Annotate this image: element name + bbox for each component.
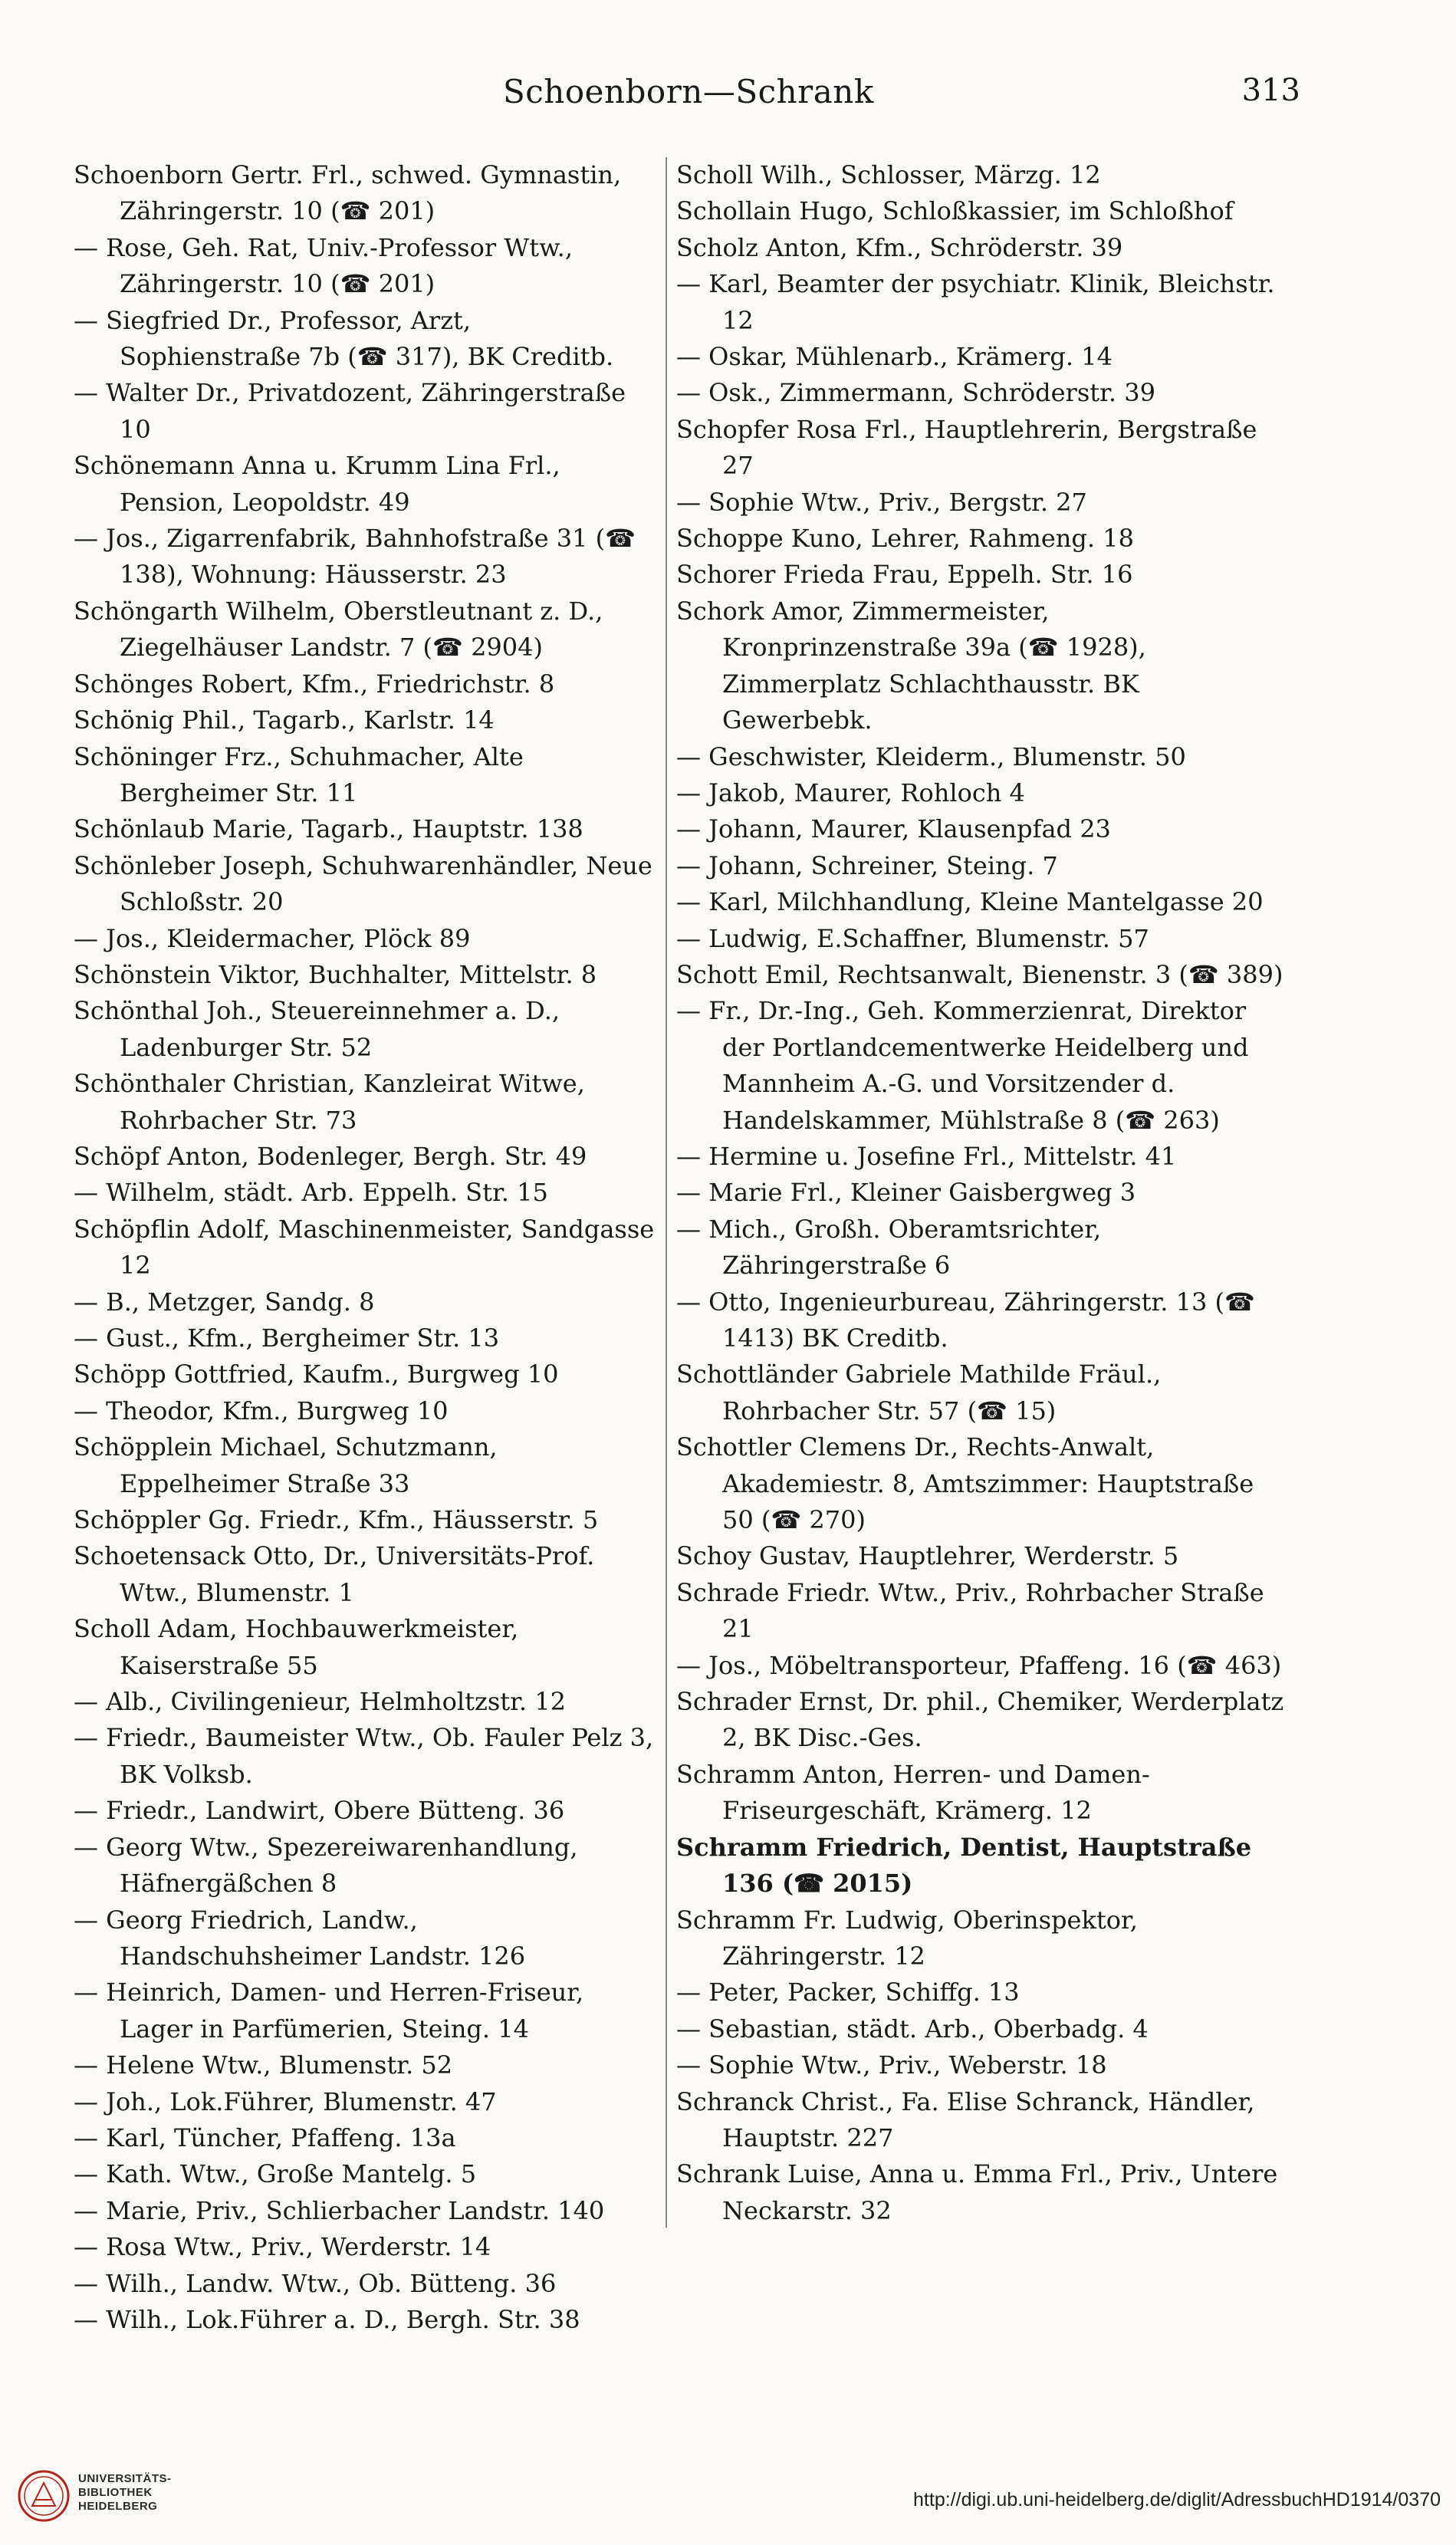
library-name-line: UNIVERSITÄTS-	[78, 2472, 172, 2485]
directory-entry: — Heinrich, Damen- und Herren-Friseur, Lager in Parfümerien, Steing. 14	[74, 1978, 584, 2044]
directory-entry: Schramm Fr. Ludwig, Oberinspektor, Zähringerstr. 12	[676, 1905, 1138, 1971]
directory-entry: — Ludwig, E.Schaffner, Blumenstr. 57	[676, 923, 1149, 953]
directory-entry: Schönleber Joseph, Schuhwarenhändler, Neue Schloßstr. 20	[74, 850, 652, 917]
directory-entry: — Walter Dr., Privatdozent, Zähringerstraße 10	[74, 378, 626, 444]
directory-entry: Scholl Adam, Hochbauwerkmeister, Kaiserstraße 55	[74, 1614, 519, 1680]
directory-entry: — Jos., Möbeltransporteur, Pfaffeng. 16 (☎ 463)	[676, 1650, 1282, 1680]
directory-entry: Schork Amor, Zimmermeister, Kronprinzenstraße 39a (☎ 1928), Zimmerplatz Schlachthausstr. BK Gewerbebk.	[676, 596, 1146, 735]
directory-entry: Schorer Frieda Frau, Eppelh. Str. 16	[676, 560, 1133, 590]
directory-entry: Schottler Clemens Dr., Rechts-Anwalt, Akademiestr. 8, Amtszimmer: Hauptstraße 50 (☎ 270)	[676, 1432, 1254, 1535]
directory-entry: — Sebastian, städt. Arb., Oberbadg. 4	[676, 2014, 1149, 2044]
directory-entry: Schoenborn Gertr. Frl., schwed. Gymnastin, Zähringerstr. 10 (☎ 201)	[74, 160, 622, 226]
directory-entry: Schöpf Anton, Bodenleger, Bergh. Str. 49	[74, 1141, 587, 1171]
directory-entry: Scholz Anton, Kfm., Schröderstr. 39	[676, 232, 1123, 262]
directory-entry: — Georg Friedrich, Landw., Handschuhsheimer Landstr. 126	[74, 1905, 526, 1971]
directory-entry: — Johann, Maurer, Klausenpfad 23	[676, 814, 1111, 844]
directory-entry: Schranck Christ., Fa. Elise Schranck, Händler, Hauptstr. 227	[676, 2086, 1255, 2152]
directory-entry: Schrank Luise, Anna u. Emma Frl., Priv., Untere Neckarstr. 32	[676, 2159, 1278, 2225]
directory-entry: — Rosa Wtw., Priv., Werderstr. 14	[74, 2232, 491, 2262]
directory-entry: — Hermine u. Josefine Frl., Mittelstr. 41	[676, 1141, 1177, 1171]
directory-entry: — Otto, Ingenieurbureau, Zähringerstr. 13 (☎ 1413) BK Creditb.	[676, 1287, 1255, 1353]
page-footer	[0, 2454, 1456, 2545]
page-header	[74, 73, 1300, 119]
directory-entry: — Osk., Zimmermann, Schröderstr. 39	[676, 378, 1155, 408]
directory-entry: Schöppler Gg. Friedr., Kfm., Häusserstr. 5	[74, 1505, 599, 1535]
directory-entry: — Mich., Großh. Oberamtsrichter, Zähringerstraße 6	[676, 1214, 1102, 1281]
library-name-line: BIBLIOTHEK	[78, 2486, 153, 2499]
column-divider	[666, 157, 667, 2228]
directory-entry: — Rose, Geh. Rat, Univ.-Professor Wtw., Zähringerstr. 10 (☎ 201)	[74, 232, 574, 299]
directory-entry: Schoetensack Otto, Dr., Universitäts-Prof. Wtw., Blumenstr. 1	[74, 1541, 595, 1607]
directory-entry: — Oskar, Mühlenarb., Krämerg. 14	[676, 342, 1113, 372]
directory-entry: — Friedr., Landwirt, Obere Bütteng. 36	[74, 1796, 565, 1826]
directory-entry: Schöpplein Michael, Schutzmann, Eppelheimer Straße 33	[74, 1432, 498, 1498]
directory-entry: — Joh., Lok.Führer, Blumenstr. 47	[74, 2086, 497, 2116]
directory-entry: — Karl, Beamter der psychiatr. Klinik, Bleichstr. 12	[676, 269, 1275, 335]
directory-entry: Schöpp Gottfried, Kaufm., Burgweg 10	[74, 1360, 559, 1389]
directory-entry: — Jos., Zigarrenfabrik, Bahnhofstraße 31 (☎ 138), Wohnung: Häusserstr. 23	[74, 524, 636, 590]
directory-entry: — Fr., Dr.-Ing., Geh. Kommerzienrat, Direktor der Portlandcementwerke Heidelberg und Mannheim A.-G. und Vorsitzender d. Handelskammer, Mühlstraße 8 (☎ 263)	[676, 996, 1249, 1135]
directory-entry: Schollain Hugo, Schloßkassier, im Schloßhof	[676, 196, 1234, 226]
directory-entry: Schönstein Viktor, Buchhalter, Mittelstr. 8	[74, 959, 597, 989]
directory-entry: Schöninger Frz., Schuhmacher, Alte Bergheimer Str. 11	[74, 741, 524, 807]
directory-entry: — Peter, Packer, Schiffg. 13	[676, 1978, 1020, 2007]
directory-entry: Schrade Friedr. Wtw., Priv., Rohrbacher Straße 21	[676, 1577, 1264, 1644]
directory-entry: Schöngarth Wilhelm, Oberstleutnant z. D., Ziegelhäuser Landstr. 7 (☎ 2904)	[74, 596, 603, 663]
left-column	[74, 157, 656, 2338]
right-column	[676, 157, 1290, 2229]
directory-entry: — Marie Frl., Kleiner Gaisbergweg 3	[676, 1178, 1136, 1208]
directory-entry: — Kath. Wtw., Große Mantelg. 5	[74, 2159, 477, 2189]
directory-entry: Schopfer Rosa Frl., Hauptlehrerin, Bergstraße 27	[676, 414, 1257, 481]
directory-entry: Schottländer Gabriele Mathilde Fräul., Rohrbacher Str. 57 (☎ 15)	[676, 1360, 1162, 1425]
directory-entry: Schönlaub Marie, Tagarb., Hauptstr. 138	[74, 814, 583, 844]
directory-entry: Schott Emil, Rechtsanwalt, Bienenstr. 3 (☎ 389)	[676, 959, 1283, 989]
directory-entry: Scholl Wilh., Schlosser, Märzg. 12	[676, 160, 1101, 189]
directory-entry: — Helene Wtw., Blumenstr. 52	[74, 2050, 453, 2080]
directory-entry: — Jos., Kleidermacher, Plöck 89	[74, 923, 471, 953]
directory-entry: — Wilh., Lok.Führer a. D., Bergh. Str. 38	[74, 2304, 580, 2334]
library-name	[78, 2472, 172, 2514]
directory-entry: Schramm Friedrich, Dentist, Hauptstraße 136 (☎ 2015)	[676, 1832, 1252, 1899]
directory-entry: Schönges Robert, Kfm., Friedrichstr. 8	[74, 669, 555, 699]
directory-entry: — Jakob, Maurer, Rohloch 4	[676, 778, 1025, 807]
page-number: 313	[1241, 73, 1300, 108]
directory-entry: — Johann, Schreiner, Steing. 7	[676, 850, 1058, 880]
directory-entry: — Karl, Tüncher, Pfaffeng. 13a	[74, 2122, 456, 2152]
directory-entry: Schönemann Anna u. Krumm Lina Frl., Pension, Leopoldstr. 49	[74, 451, 560, 517]
directory-entry: — Wilhelm, städt. Arb. Eppelh. Str. 15	[74, 1178, 548, 1208]
source-url-link[interactable]: http://digi.ub.uni-heidelberg.de/diglit/AdressbuchHD1914/0370	[913, 2489, 1441, 2510]
directory-entry: Schoy Gustav, Hauptlehrer, Werderstr. 5	[676, 1541, 1179, 1571]
directory-entry: — Karl, Milchhandlung, Kleine Mantelgasse 20	[676, 887, 1264, 917]
directory-entry: Schönig Phil., Tagarb., Karlstr. 14	[74, 705, 495, 735]
directory-entry: Schöpflin Adolf, Maschinenmeister, Sandgasse 12	[74, 1214, 655, 1281]
directory-entry: — Geschwister, Kleiderm., Blumenstr. 50	[676, 741, 1186, 771]
running-title: Schoenborn—Schrank	[503, 73, 874, 110]
directory-entry: — Marie, Priv., Schlierbacher Landstr. 140	[74, 2195, 605, 2225]
directory-entry: Schönthal Joh., Steuereinnehmer a. D., Ladenburger Str. 52	[74, 996, 560, 1062]
directory-entry: — Theodor, Kfm., Burgweg 10	[74, 1396, 449, 1425]
directory-entry: — Sophie Wtw., Priv., Weberstr. 18	[676, 2050, 1107, 2080]
directory-entry: Schramm Anton, Herren- und Damen-Friseurgeschäft, Krämerg. 12	[676, 1759, 1150, 1826]
directory-entry: — Friedr., Baumeister Wtw., Ob. Fauler Pelz 3, BK Volksb.	[74, 1723, 654, 1789]
library-name-line: HEIDELBERG	[78, 2500, 158, 2513]
directory-entry: — Georg Wtw., Spezereiwarenhandlung, Häfnergäßchen 8	[74, 1832, 578, 1899]
directory-entry: — Siegfried Dr., Professor, Arzt, Sophienstraße 7b (☎ 317), BK Creditb.	[74, 305, 614, 372]
directory-entry: — Sophie Wtw., Priv., Bergstr. 27	[676, 487, 1087, 517]
directory-entry: — Alb., Civilingenieur, Helmholtzstr. 12	[74, 1687, 566, 1717]
directory-entry: — Wilh., Landw. Wtw., Ob. Bütteng. 36	[74, 2268, 557, 2298]
directory-entry: Schönthaler Christian, Kanzleirat Witwe, Rohrbacher Str. 73	[74, 1069, 585, 1135]
directory-entry: — B., Metzger, Sandg. 8	[74, 1287, 375, 1317]
directory-entry: Schoppe Kuno, Lehrer, Rahmeng. 18	[676, 524, 1134, 554]
university-seal-icon	[17, 2469, 71, 2523]
directory-entry: Schrader Ernst, Dr. phil., Chemiker, Werderplatz 2, BK Disc.-Ges.	[676, 1687, 1284, 1753]
directory-entry: — Gust., Kfm., Bergheimer Str. 13	[74, 1323, 500, 1353]
